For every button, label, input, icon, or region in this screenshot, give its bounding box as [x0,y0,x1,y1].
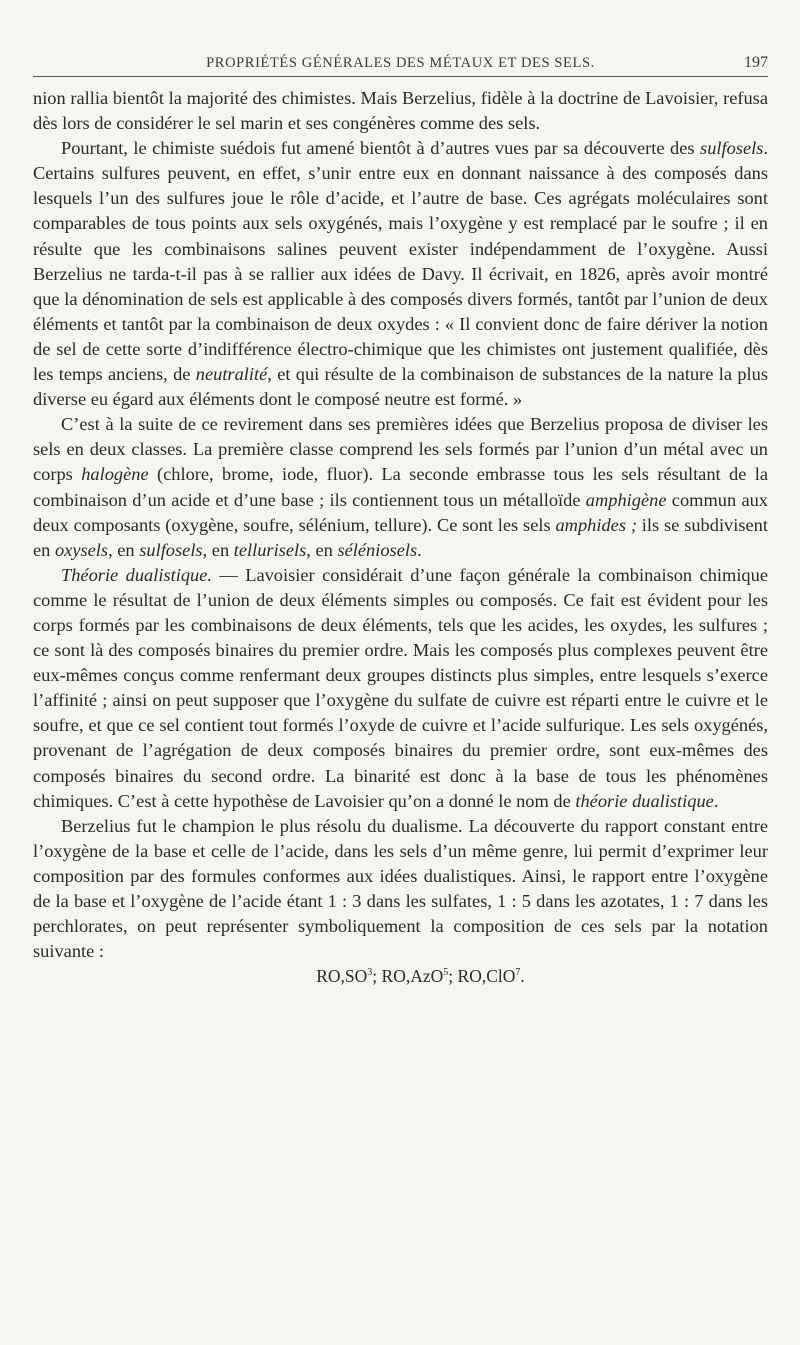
term-neutralite: neutralité [195,364,268,385]
term-oxysels: oxysels [54,539,109,560]
term-theorie-dualistique: théorie dualistique [575,790,714,811]
paragraph-1: nion rallia bientôt la majorité des chimistes. Mais Berzelius, fidèle à la doctrine de Lavoisier, refusa dès lors de considérer le sel marin et ses congénères comme des sels. [33,88,768,134]
paragraph-2: Pourtant, le chimiste suédois fut amené bientôt à d’autres vues par sa découverte des sulfosels. Certains sulfures peuvent, en effet, s’unir entre eux en donnant naissance à des composés dans lesquels l’un des sulfures joue le rôle d’acide, et l’autre de base. Ces agrégats moléculaires sont comparables de tous points aux sels oxygénés, mais l’oxygène y est remplacé par le soufre ; il en résulte que les combinaisons salines peuvent exister indépendamment de l’oxygène. Aussi Berzelius ne tarda-t-il pas à se rallier aux idées de Davy. Il écrivait, en 1826, après avoir montré que la dénomination de sels est applicable à des composés divers formés, tantôt par l’union de deux éléments et tantôt par la combinaison de deux oxydes : « Il convient donc de faire dériver la notion de sel de cette sorte d’indifférence électro-chimique que les chimistes ont justement qualifiée, dès les temps anciens, de neutralité, et qui résulte de la combinaison de substances de la nature la plus diverse eu égard aux éléments dont le composé neutre est formé. » [33,138,769,410]
body-text [33,86,768,989]
chemical-formula: $RO,SO^3$; RO,AzO$^5$; RO,ClO$^7$. [316,966,525,987]
paragraph-3: C’est à la suite de ce revirement dans ses premières idées que Berzelius proposa de diviser les sels en deux classes. La première classe comprend les sels formés par l’union d’un métal avec un corps halogène (chlore, brome, iode, fluor). La seconde embrasse tous les sels résultant de la combinaison d’un acide et d’une base ; ils contiennent tous un métalloïde amphigène commun aux deux composants (oxygène, soufre, sélénium, tellure). Ce sont les sels amphides ; ils se subdivisent en oxysels, en sulfosels, en tellurisels, en séléniosels. [33,414,768,560]
term-sulfosels: sulfosels [700,138,764,159]
term-seleniosels: séléniosels [337,539,418,560]
page-header [33,50,768,77]
term-sulfosels-2: sulfosels [139,539,203,560]
running-title: PROPRIÉTÉS GÉNÉRALES DES MÉTAUX ET DES SELS. [206,55,595,71]
page-number: 197 [744,54,768,71]
term-halogene: halogène [81,464,149,485]
paragraph-4: Théorie dualistique. — Lavoisier considérait d’une façon générale la combinaison chimique comme le résultat de l’union de deux éléments simples ou composés. Ce fait est évident pour les corps formés par les combinaisons de deux éléments, tels que les acides, les oxydes, les sulfures ; ce sont là des composés binaires du premier ordre. Mais les composés plus complexes peuvent être eux-mêmes conçus comme renfermant deux groupes distincts plus simples, entre lesquels s’exerce l’affinité ; ainsi on peut supposer que l’oxygène du sulfate de cuivre est réparti entre le cuivre et le soufre, et que ce sel contient tout formés l’oxyde de cuivre et l’acide sulfurique. Les sels oxygénés, provenant de l’agrégation de deux composés binaires du premier ordre, sont eux-mêmes des composés binaires du second ordre. La binarité est donc à la base de tous les phénomènes chimiques. C’est à cette hypothèse de Lavoisier qu’on a donné le nom de théorie dualistique. [33,564,768,811]
term-tellurisels: tellurisels [233,539,307,560]
term-amphigene: amphigène [585,489,667,510]
term-amphides: amphides ; [555,514,637,535]
paragraph-5: Berzelius fut le champion le plus résolu du dualisme. La découverte du rapport constant entre l’oxygène de la base et celle de l’acide, dans les sels d’un même genre, lui permit d’exprimer leur composition par des formules conformes aux idées dualistiques. Ainsi, le rapport entre l’oxygène de la base et l’oxygène de l’acide étant 1 : 3 dans les sulfates, 1 : 5 dans les azotates, 1 : 7 dans les perchlorates, on peut représenter symboliquement la composition de ces sels par la notation suivante : [33,815,768,962]
section-title: Théorie dualistique. [61,564,212,585]
